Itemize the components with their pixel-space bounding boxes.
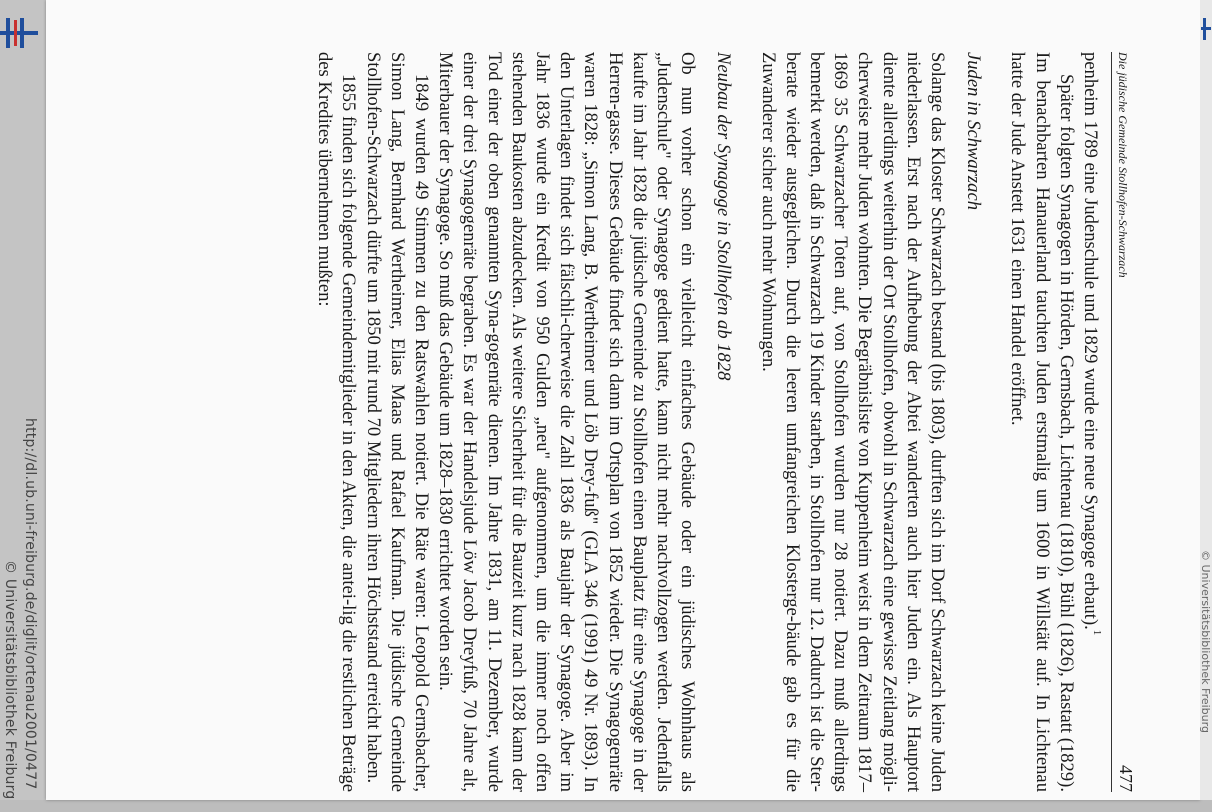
paragraph: 1849 wurden 49 Stimmen zu den Ratswahlen notiert. Die Räte waren: Leopold Gernsbacher, Simon Lang, Bernhard Wertheimer, Elias Maas und Rafael Kaufman. Die jüdische Gemeinde Stollhofen-Schwarzach dürfte um 1850 mit rund 70 Mitgliedern ihren Höchststand erreicht haben.	[362, 52, 432, 792]
running-title: Die jüdische Gemeinde Stollhofen-Schwarzach	[1116, 52, 1130, 278]
section-heading: Juden in Schwarzach	[963, 52, 985, 211]
side-caption	[0, 0, 40, 800]
running-head	[1111, 52, 1134, 792]
section-heading: Neubau der Synagoge in Stollhofen ab 1828	[713, 52, 735, 381]
page-number: 477	[1116, 765, 1136, 792]
document-url[interactable]: http://dl.ub.uni-freiburg.de/diglit/ortenau2001/0477	[22, 418, 38, 790]
ub-freiburg-logo-small-icon	[1201, 18, 1211, 40]
book-page	[134, 52, 1134, 812]
paragraph: Solange das Kloster Schwarzach bestand (bis 1803), durften sich im Dorf Schwarzach keine Juden niederlassen. Erst nach der Aufhebung der Abtei wanderten auch hier Juden ein. Als Hauptort diente allerdings weiterhin der Ort Stollhofen, obwohl in Schwarzach eine gewisse Zeitlang mögli-cherweise mehr Juden wohnten. Die Begräbnisliste von Kuppenheim weist in dem Zeitraum 1817–1869 35 Schwarzacher Toten auf, von Stollhofen wurden nur 28 notiert. Dazu muß allerdings bemerkt werden, daß in Schwarzach 19 Kinder starben, in Stollhofen nur 12. Dadurch ist die Ster-berate wieder ausgeglichen. Durch die leeren umfangreichen Klosterge-bäude gab es für die Zuwanderer sicher auch mehr Wohnungen.	[757, 52, 948, 792]
adjacent-page-copyright: © Universitätsbibliothek Freiburg	[1199, 550, 1212, 733]
paragraph: Ob nun vorher schon ein vielleicht einfaches Gebäude oder ein jüdisches Wohnhaus als „Judenschule" oder Synagoge gedient hatte, kann nicht mehr nachvollzogen werden. Jedenfalls kaufte im Jahr 1828 die jüdische Gemeinde zu Stollhofen einen Bauplatz für eine Synagoge in der Herren-gasse. Dieses Gebäude findet sich dann im Ortsplan von 1852 wieder. Die Synagogenräte waren 1828: „Simon Lang, B. Wertheimer und Löb Drey-fuß" (GLA 346 (1991) 49 Nr. 1893). In den Unterlagen findet sich fälschli-cherweise die Zahl 1836 als Baujahr der Synagoge. Aber im Jahr 1836 wurde ein Kredit von 950 Gulden „neu" aufgenommen, um die immer noch offen stehenden Baukosten abzudecken. Als weitere Sicherheit für die Bauzeit kurz nach 1828 kann der Tod einer der oben genannten Syna-gogenräte dienen. Im Jahre 1831, am 11. Dezember, wurde einer der drei Synagogenräte begraben. Es war der Handelsjude Löw Jacob Dreyfuß, 70 Jahre alt, Miterbauer der Synagoge. So muß das Gebäude um 1828–1830 errichtet worden sein.	[435, 52, 699, 792]
paragraph: 1855 finden sich folgende Gemeindemitglieder in den Akten, die antei-lig die restlichen Beträge des Kredites übernehmen mußten:	[314, 52, 360, 792]
paragraph: Später folgten Synagogen in Hörden, Gernsbach, Lichtenau (1810), Bühl (1826), Rastatt (1829). Im benachbarten Hanauerland tauchten Juden erstmalig um 1600 in Willstätt auf. In Lichtenau hatte der Jude Anstett 1631 einen Handel eröffnet.	[1007, 52, 1077, 792]
body-text	[312, 52, 1102, 792]
footnote-marker: 1	[1091, 629, 1103, 636]
copyright-notice: © Universitätsbibliothek Freiburg	[2, 560, 18, 800]
paragraph: penheim 1789 eine Judenschule und 1829 wurde eine neue Synagoge erbaut).$^1$	[1080, 52, 1103, 636]
